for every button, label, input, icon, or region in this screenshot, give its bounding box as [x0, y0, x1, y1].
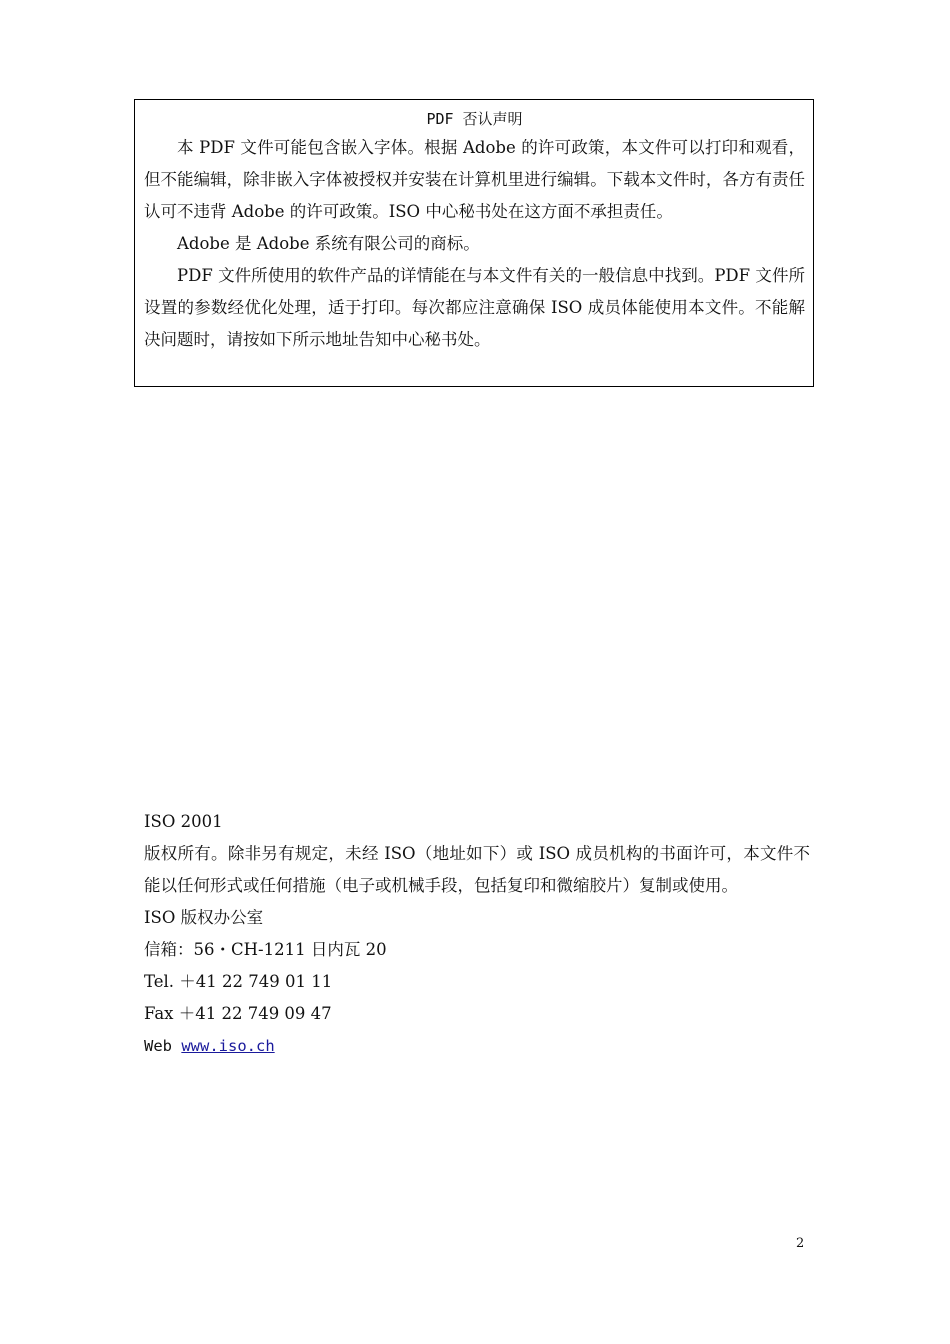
copyright-notice: 版权所有。除非另有规定，未经 ISO（地址如下）或 ISO 成员机构的书面许可，本文件不能以任何形式或任何措施（电子或机械手段，包括复印和微缩胶片）复制或使用。 — [144, 844, 810, 895]
pdf-disclaimer-box — [134, 99, 814, 387]
web-line — [144, 1030, 810, 1062]
web-label: Web — [144, 1037, 172, 1055]
disclaimer-paragraph-embedded-fonts: 本 PDF 文件可能包含嵌入字体。根据 Adobe 的许可政策，本文件可以打印和观看，但不能编辑，除非嵌入字体被授权并安装在计算机里进行编辑。下载本文件时，各方有责任认可不违背 Adobe 的许可政策。ISO 中心秘书处在这方面不承担责任。 — [144, 138, 805, 221]
website-link[interactable]: www.iso.ch — [181, 1037, 275, 1055]
disclaimer-title: PDF 否认声明 — [426, 110, 523, 128]
telephone-number: Tel. ＋41 22 749 01 11 — [144, 972, 333, 991]
fax-number: Fax ＋41 22 749 09 47 — [144, 1004, 332, 1023]
disclaimer-paragraph-trademark: Adobe 是 Adobe 系统有限公司的商标。 — [177, 234, 480, 253]
page-number: 2 — [796, 1236, 805, 1251]
copyright-block — [144, 806, 810, 1062]
copyright-year: ISO 2001 — [144, 812, 223, 831]
postbox-address: 信箱：56・CH-1211 日内瓦 20 — [144, 940, 387, 959]
disclaimer-paragraph-software-details: PDF 文件所使用的软件产品的详情能在与本文件有关的一般信息中找到。PDF 文件所设置的参数经优化处理，适于打印。每次都应注意确保 ISO 成员体能使用本文件。不能解决问题时，请按如下所示地址告知中心秘书处。 — [144, 266, 805, 349]
copyright-office: ISO 版权办公室 — [144, 908, 264, 927]
